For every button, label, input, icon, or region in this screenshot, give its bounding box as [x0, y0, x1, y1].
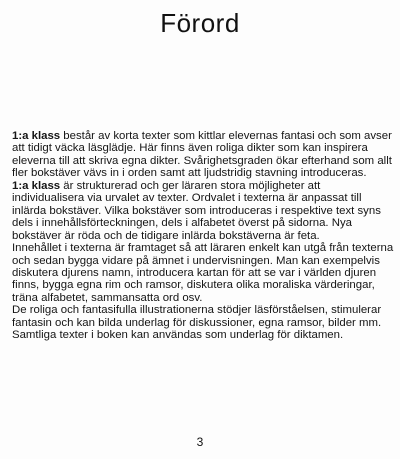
- paragraph-4: [12, 304, 395, 329]
- page-number: 3: [196, 435, 204, 449]
- paragraph-1-lead: 1:a klass: [12, 130, 61, 142]
- paragraph-3: [12, 242, 395, 304]
- page-title: Förord: [160, 8, 240, 38]
- paragraph-2: [12, 180, 395, 242]
- paragraph-2-text: är strukturerad och ger läraren stora möjligheter att individualisera via urvalet av texter. Ordvalet i texterna är anpassat till inlärda bokstäver. Vilka bokstäver som introduceras i respektive text syns dels i innehållsförteckningen, dels i alfabetet överst på sidorna. Nya bokstäver är röda och de tidigare inlärda bokstäverna är feta.: [12, 179, 381, 242]
- paragraph-5: [12, 329, 395, 341]
- preface-body: [12, 130, 395, 342]
- paragraph-4-text: De roliga och fantasifulla illustrationerna stödjer läsförståelsen, stimulerar fantasin och kan bilda underlag för diskussioner, egna ramsor, bilder mm.: [12, 304, 382, 329]
- paragraph-5-text: Samtliga texter i boken kan användas som underlag för diktamen.: [12, 329, 344, 342]
- paragraph-2-lead: 1:a klass: [12, 179, 61, 192]
- paragraph-1: [12, 130, 395, 180]
- paragraph-1-text: består av korta texter som kittlar elevernas fantasi och som avser att tidigt väcka läsglädje. Här finns även roliga dikter som kan inspirera eleverna till att skriva egna dikter. Svårighetsgraden ökar efterhand som allt fler bokstäver vävs in i orden samt att ljudstridig stavning introduceras.: [12, 130, 392, 180]
- paragraph-3-text: Innehållet i texterna är framtaget så att läraren enkelt kan utgå från texterna och sedan bygga vidare på ämnet i undervisningen. Man kan exempelvis diskutera djurens namn, introducera kartan för att se var i världen djuren finns, bygga egna rim och ramsor, diskutera olika moraliska värderingar, träna alfabetet, sammansatta ord osv.: [12, 242, 394, 304]
